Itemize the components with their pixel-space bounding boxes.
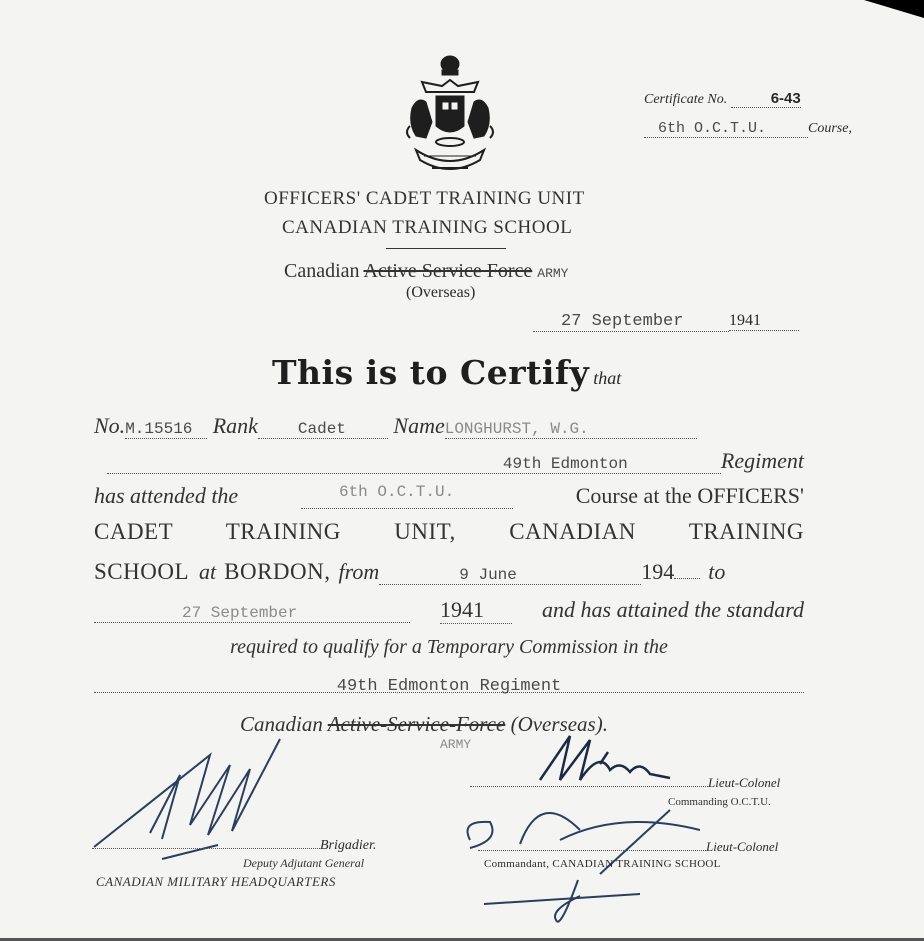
attended-suffix: Course at the OFFICERS': [575, 483, 804, 508]
course-label: Course,: [808, 121, 852, 136]
school-word: SCHOOL: [94, 559, 190, 584]
brigadier-rank: Brigadier.: [320, 838, 377, 853]
commandant-title: Commandant, CANADIAN TRAINING SCHOOL: [484, 858, 721, 870]
commission-unit-line: [94, 670, 804, 696]
force-heading: [284, 260, 568, 283]
commanding-officer-signature-line: [470, 786, 708, 787]
force-footer-army: ARMY: [440, 737, 472, 752]
field-line-regiment: [94, 448, 804, 474]
school-title: CANADIAN TRAINING SCHOOL: [282, 217, 573, 238]
force-typed-army: ARMY: [537, 266, 569, 281]
regiment-value: 49th Edmonton: [107, 455, 721, 474]
commandant-signature: [460, 800, 700, 940]
qualify-line: required to qualify for a Temporary Commission in the: [230, 636, 668, 658]
to-date: 27 September: [94, 604, 410, 623]
certificate-no-value: 6-43: [731, 90, 801, 108]
certify-heading: [272, 353, 621, 392]
deputy-adjutant-title: Deputy Adjutant General: [243, 856, 365, 870]
standard-text: and has attained the standard: [542, 597, 804, 622]
from-year: 194: [641, 559, 675, 584]
attended-line: [94, 483, 804, 509]
force-footer-prefix: Canadian: [240, 712, 323, 736]
rank-label: Rank: [212, 413, 258, 438]
commanding-officer-rank: Lieut-Colonel: [708, 775, 781, 790]
force-footer-struck: Active-Service-Force: [327, 712, 506, 736]
unit-title: OFFICERS' CADET TRAINING UNIT: [264, 188, 585, 209]
cmhq-title: CANADIAN MILITARY HEADQUARTERS: [96, 874, 336, 889]
to-label: to: [708, 559, 726, 584]
overseas-label: (Overseas): [406, 284, 476, 301]
from-line: [94, 559, 804, 585]
commandant-rank: Lieut-Colonel: [706, 839, 779, 854]
from-date: 9 June: [379, 566, 641, 585]
issue-date-day-month: 27 September: [533, 312, 729, 332]
service-number: M.15516: [125, 420, 207, 439]
issue-date-year: 1941: [729, 312, 799, 331]
certificate-number: [644, 90, 801, 108]
scan-corner: [864, 0, 924, 18]
field-line-identity: [94, 413, 804, 439]
force-struck-text: Active Service Force: [363, 260, 533, 282]
commandant-block: [478, 838, 778, 856]
force-footer-overseas: (Overseas).: [510, 712, 608, 736]
force-prefix: Canadian: [284, 260, 360, 282]
brigadier-signature-line: [92, 848, 320, 849]
at-label: at: [199, 559, 217, 584]
from-year-blank: [674, 578, 700, 579]
name-label: Name: [393, 413, 445, 438]
commandant-signature-line: [478, 850, 706, 851]
commanding-officer-title: Commanding O.C.T.U.: [668, 796, 771, 808]
commission-unit: 49th Edmonton Regiment: [336, 677, 562, 696]
course-value: 6th O.C.T.U.: [644, 120, 808, 138]
certificate-no-label: Certificate No.: [644, 92, 728, 107]
certify-main: This is to Certify: [272, 353, 590, 392]
name-value: LONGHURST, W.G.: [445, 420, 697, 439]
to-line: [94, 597, 804, 624]
regiment-label: Regiment: [720, 448, 804, 473]
certify-suffix: that: [593, 368, 622, 388]
canadian-coat-of-arms-icon: [402, 52, 498, 180]
from-label: from: [338, 559, 380, 584]
no-label: No.: [94, 413, 126, 438]
attended-prefix: has attended the: [94, 483, 239, 508]
attended-course: 6th O.C.T.U.: [301, 483, 513, 509]
bordon-location: BORDON,: [224, 559, 331, 584]
certificate-course: [644, 120, 852, 138]
brigadier-signature: [90, 735, 290, 875]
rank-value: Cadet: [258, 420, 388, 439]
issue-date: [533, 312, 799, 332]
commanding-officer-block: [470, 774, 780, 792]
to-year: 1941: [440, 597, 512, 624]
title-divider: [386, 248, 506, 249]
brigadier-signature-block: [92, 836, 376, 854]
school-name-line: CADET TRAINING UNIT, CANADIAN TRAINING: [94, 519, 804, 544]
